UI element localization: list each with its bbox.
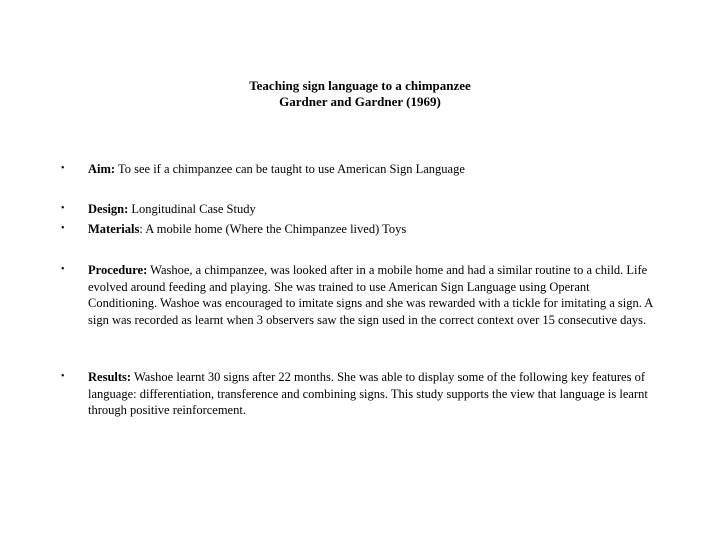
bullet-label-design: Design: <box>88 202 129 216</box>
bullet-label-aim: Aim: <box>88 162 116 176</box>
bullet-text-aim <box>88 161 658 178</box>
bullet-text-materials <box>88 221 658 238</box>
bullet-dot: • <box>61 203 65 214</box>
bullet-body-results: Washoe learnt 30 signs after 22 months. She was able to display some of the following key features of language: differentiation, transference and combining signs. This study supports the view that language is learnt through positive reinforcement. <box>88 370 648 417</box>
bullet-body-design: Longitudinal Case Study <box>128 202 256 216</box>
bullet-dot: • <box>61 371 65 382</box>
bullet-label-procedure: Procedure: <box>88 263 148 277</box>
bullet-label-results: Results: <box>88 370 132 384</box>
bullet-body-materials: : A mobile home (Where the Chimpanzee lived) Toys <box>139 222 407 236</box>
title-line-1: Teaching sign language to a chimpanzee <box>249 78 471 93</box>
slide-title <box>0 78 720 110</box>
bullet-text-design <box>88 201 658 218</box>
title-line-2: Gardner and Gardner (1969) <box>279 94 441 109</box>
bullet-dot: • <box>61 163 65 174</box>
bullet-text-procedure <box>88 262 658 328</box>
bullet-dot: • <box>61 264 65 275</box>
bullet-text-results <box>88 369 658 419</box>
bullet-label-materials: Materials <box>88 222 140 236</box>
bullet-body-aim: To see if a chimpanzee can be taught to use American Sign Language <box>115 162 465 176</box>
bullet-dot: • <box>61 223 65 234</box>
bullet-body-procedure: Washoe, a chimpanzee, was looked after in a mobile home and had a similar routine to a child. Life evolved around feeding and playing. She was trained to use American Sign Language using Operant Conditioning. Washoe was encouraged to imitate signs and she was rewarded with a tickle for imitating a sign. A sign was recorded as learnt when 3 observers saw the sign used in the correct context over 15 consecutive days. <box>88 263 653 327</box>
